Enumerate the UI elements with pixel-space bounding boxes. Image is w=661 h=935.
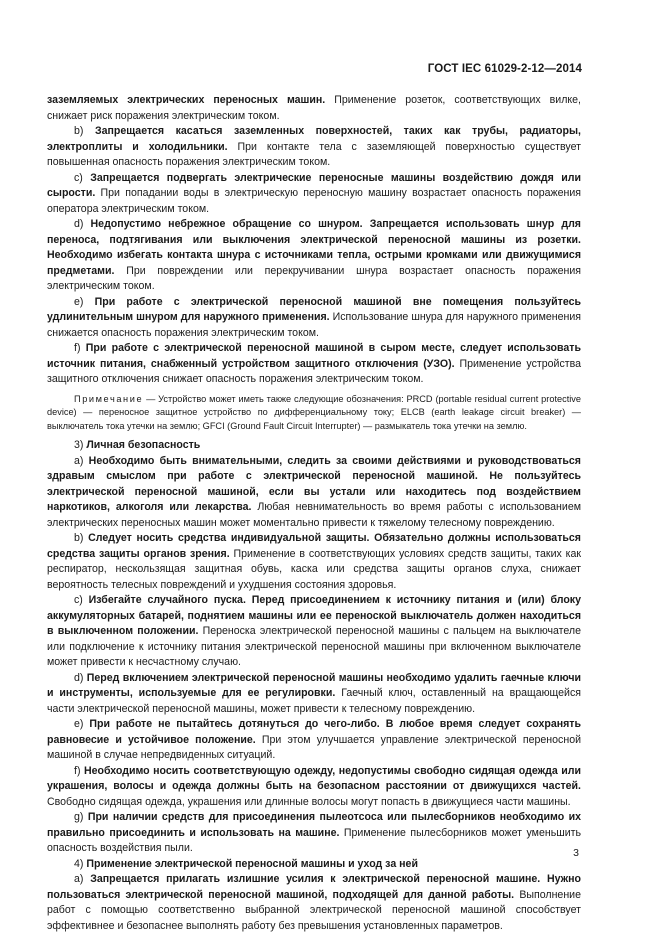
paragraph-f: f) При работе с электрической переносной машиной в сыром месте, следует использовать источник питания, снабженный устройством защитного отключения (УЗО). Применение устройства защитного отключения снижает опасность поражения электрическим током. bbox=[47, 342, 581, 385]
paragraph-c: c) Запрещается подвергать электрические переносные машины воздействию дождя или сырости. При попадании воды в электрическую переносную машину возрастает опасность поражения оператора электрическим током. bbox=[47, 171, 581, 215]
paragraph-3f: f) Необходимо носить соответствующую одежду, недопустимы свободно сидящая одежда или украшения, волосы и одежда должны быть на безопасном расстоянии от движущихся частей. Свободно сидящая одежда, украшения или длинные волосы могут попасть в движущиеся части машины. bbox=[47, 764, 581, 808]
paragraph-3a: a) Необходимо быть внимательными, следить за своими действиями и руководствоваться здравым смыслом при работе с электрической переносной машиной. Не пользуйтесь электрической переносной машиной, если вы устали или находитесь под воздействием наркотиков, алкоголя или лекарства. Любая невнимательность во время работы с использованием электрических переносных машин может моментально привести к тяжелому телесному повреждению. bbox=[47, 454, 581, 529]
paragraph-3b: b) Следует носить средства индивидуальной защиты. Обязательно должны использоваться средства защиты органов зрения. Применение в соответствующих условиях средств защиты, таких как респиратор, нескользящая защитная обувь, каска или средства защиты органов слуха, снижает вероятность телесных повреждений и ухудшения состояния здоровья. bbox=[47, 532, 582, 591]
section-heading-use-and-care: 4) Применение электрической переносной машины и уход за ней bbox=[74, 857, 418, 870]
paragraph-4a: a) Запрещается прилагать излишние усилия к электрической переносной машине. Нужно пользоваться электрической переносной машиной, подходящей для данной работы. Выполнение работ с помощью соответственно выбранной электрической переносной машиной способствует эффективнее и безопаснее выполнять работу без превышения установленных параметров. bbox=[47, 873, 581, 932]
page-number: 3 bbox=[573, 847, 579, 859]
document-body bbox=[47, 93, 581, 934]
paragraph-3c: c) Избегайте случайного пуска. Перед присоединением к источнику питания и (или) блоку аккумуляторных батарей, поднятием машины или ее переноской выключатель должен находиться в выключенном положении. Переноска электрической переносной машины с пальцем на выключателе или подключение к источнику питания электрической переносной машины при включенном выключателе может привести к несчастному случаю. bbox=[47, 594, 581, 669]
paragraph-continuation: заземляемых электрических переносных машин. Применение розеток, соответствующих вилке, снижает риск поражения электрическим током. bbox=[47, 94, 581, 122]
section-heading-personal-safety: 3) Личная безопасность bbox=[74, 439, 201, 452]
document-header: ГОСТ IEC 61029-2-12—2014 bbox=[427, 63, 582, 75]
paragraph-3g: g) При наличии средств для присоединения пылеотсоса или пылесборников необходимо их правильно присоединить и использовать на машине. Применение пылесборников может уменьшить опасность воздействия пыли. bbox=[47, 811, 582, 855]
paragraph-d: d) Недопустимо небрежное обращение со шнуром. Запрещается использовать шнур для переноса, подтягивания или выключения электрической переносной машины из розетки. Необходимо избегать контакта шнура с источниками тепла, острыми кромками или движущимися предметами. При повреждении или перекручивании шнура возрастает опасность поражения электрическим током. bbox=[47, 218, 581, 292]
paragraph-3e: e) При работе не пытайтесь дотянуться до чего-либо. В любое время следует сохранять равновесие и устойчивое положение. При этом улучшается управление электрической переносной машиной в случае непредвиденных ситуаций. bbox=[47, 718, 581, 762]
paragraph-e: e) При работе с электрической переносной машиной вне помещения пользуйтесь удлинительным шнуром для наружного применения. Использование шнура для наружного применения снижается опасность поражения электрическим током. bbox=[47, 295, 582, 339]
paragraph-b: b) Запрещается касаться заземленных поверхностей, таких как трубы, радиаторы, электроплиты и холодильники. При контакте тела с заземляющей поверхностью существует повышенная опасность поражения электрическим током. bbox=[47, 125, 581, 168]
note: Примечание — Устройство может иметь также следующие обозначения: PRCD (portable residual current protective device) — переносное защитное устройство по дифференциальному току; ELCB (earth leakage circuit breaker) — выключатель тока утечки на землю; GFCI (Ground Fault Circuit Interrupter) — размыкатель тока утечки на землю. bbox=[47, 393, 581, 431]
paragraph-3d: d) Перед включением электрической переносной машины необходимо удалить гаечные ключи и инструменты, используемые для ее регулировки. Гаечный ключ, оставленный на вращающейся части электрической переносной машины, может привести к телесному повреждению. bbox=[47, 671, 581, 715]
